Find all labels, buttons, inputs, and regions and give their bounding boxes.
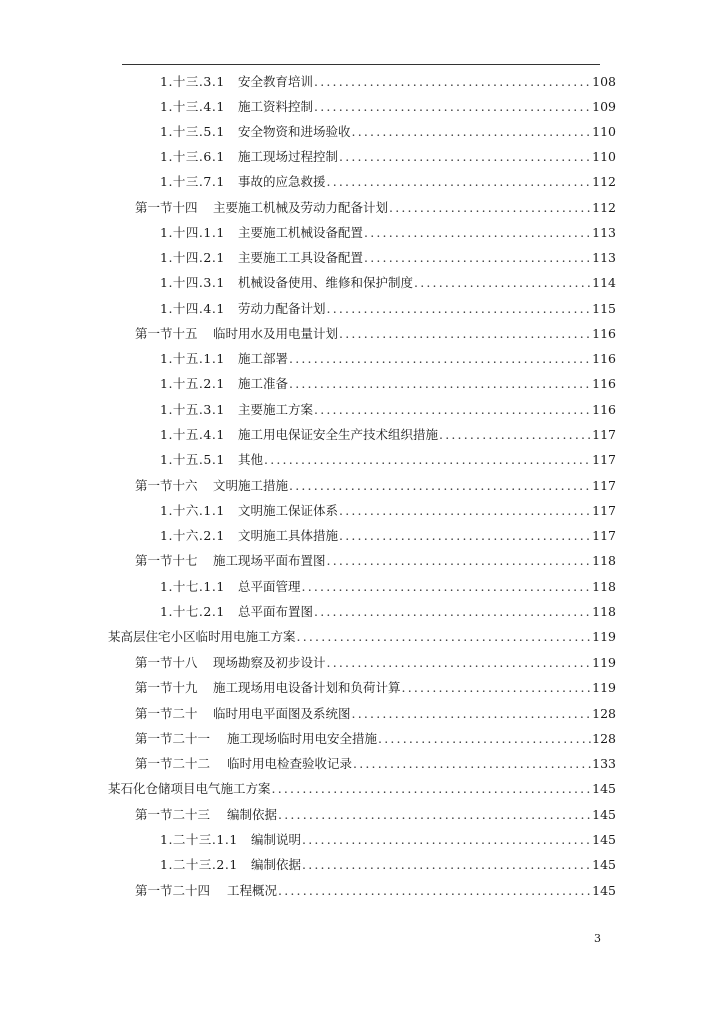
toc-entry[interactable] <box>135 704 616 724</box>
toc-entry[interactable] <box>160 577 616 597</box>
toc-entry-title: 劳动力配备计划 <box>238 301 326 316</box>
toc-entry-number: 1.十五.3.1 <box>160 402 225 417</box>
toc-entry-page: 117 <box>592 452 616 467</box>
toc-entry-title: 某高层住宅小区临时用电施工方案 <box>108 629 296 644</box>
toc-entry[interactable] <box>135 754 616 774</box>
toc-entry[interactable] <box>135 729 616 749</box>
toc-leader <box>327 172 592 192</box>
toc-entry[interactable] <box>160 122 616 142</box>
toc-leader <box>314 400 591 420</box>
toc-entry-page: 118 <box>592 579 616 594</box>
toc-entry-number: 1.十六.1.1 <box>160 503 225 518</box>
toc-entry-number: 1.十三.3.1 <box>160 74 225 89</box>
toc-entry-page: 115 <box>592 301 616 316</box>
toc-leader <box>327 299 592 319</box>
toc-entry-number: 1.十五.2.1 <box>160 376 225 391</box>
toc-entry[interactable] <box>160 273 616 293</box>
toc-entry[interactable] <box>160 172 616 192</box>
toc-entry-title: 编制说明 <box>251 832 302 847</box>
toc-entry-page: 109 <box>592 99 616 114</box>
toc-entry[interactable] <box>160 526 616 546</box>
toc-leader <box>289 374 591 394</box>
toc-leader <box>314 602 591 622</box>
toc-entry-number: 1.十五.4.1 <box>160 427 225 442</box>
toc-entry-page: 116 <box>592 376 616 391</box>
toc-entry[interactable] <box>135 678 616 698</box>
toc-entry-page: 145 <box>592 832 616 847</box>
toc-entry-title: 现场勘察及初步设计 <box>213 655 326 670</box>
toc-leader <box>327 653 592 673</box>
toc-entry-title: 施工资料控制 <box>238 99 314 114</box>
toc-entry-number: 1.十三.4.1 <box>160 99 225 114</box>
toc-leader <box>264 450 591 470</box>
toc-entry-page: 116 <box>592 351 616 366</box>
toc-entry-page: 112 <box>592 174 616 189</box>
toc-entry[interactable] <box>160 97 616 117</box>
toc-entry-title: 某石化仓储项目电气施工方案 <box>108 781 271 796</box>
toc-entry-title: 施工现场过程控制 <box>238 149 339 164</box>
toc-entry-title: 文明施工具体措施 <box>238 528 339 543</box>
toc-entry-page: 116 <box>592 402 616 417</box>
toc-entry-number: 1.十三.5.1 <box>160 124 225 139</box>
toc-entry-page: 112 <box>592 200 616 215</box>
toc-entry-title: 文明施工保证体系 <box>238 503 339 518</box>
toc-entry-page: 113 <box>592 225 616 240</box>
toc-entry-title: 施工用电保证安全生产技术组织措施 <box>238 427 439 442</box>
toc-entry-number: 1.十三.7.1 <box>160 174 225 189</box>
toc-entry[interactable] <box>135 805 616 825</box>
toc-entry[interactable] <box>135 653 616 673</box>
toc-leader <box>289 349 591 369</box>
toc-entry-title: 主要施工方案 <box>238 402 314 417</box>
toc-entry-title: 安全物资和进场验收 <box>238 124 351 139</box>
toc-entry[interactable] <box>108 779 616 799</box>
toc-leader <box>364 223 591 243</box>
toc-entry-title: 临时用电检查验收记录 <box>227 756 353 771</box>
toc-entry-page: 113 <box>592 250 616 265</box>
toc-entry[interactable] <box>160 830 616 850</box>
toc-entry[interactable] <box>160 72 616 92</box>
toc-entry-number: 1.十四.2.1 <box>160 250 225 265</box>
toc-entry-page: 108 <box>592 74 616 89</box>
toc-entry-page: 119 <box>592 629 616 644</box>
toc-entry-number: 第一节二十二 <box>135 756 211 771</box>
toc-leader <box>278 805 591 825</box>
toc-entry-page: 119 <box>592 680 616 695</box>
toc-entry-title: 主要施工机械设备配置 <box>238 225 364 240</box>
toc-entry-number: 第一节二十 <box>135 706 198 721</box>
toc-entry[interactable] <box>160 400 616 420</box>
toc-entry-number: 第一节二十四 <box>135 883 211 898</box>
toc-leader <box>314 97 591 117</box>
toc-entry-title: 施工准备 <box>238 376 289 391</box>
toc-entry-title: 总平面布置图 <box>238 604 314 619</box>
toc-leader <box>339 501 591 521</box>
toc-entry-title: 临时用电平面图及系统图 <box>213 706 351 721</box>
toc-entry-number: 1.二十三.1.1 <box>160 832 238 847</box>
toc-entry-title: 事故的应急救援 <box>238 174 326 189</box>
toc-entry-page: 114 <box>592 275 616 290</box>
toc-entry-number: 第一节十七 <box>135 553 198 568</box>
toc-entry-page: 117 <box>592 528 616 543</box>
toc-entry-page: 119 <box>592 655 616 670</box>
toc-entry-number: 1.十七.1.1 <box>160 579 225 594</box>
toc-leader <box>352 122 592 142</box>
toc-entry[interactable] <box>135 881 616 901</box>
toc-leader <box>272 779 592 799</box>
toc-leader <box>352 704 592 724</box>
toc-leader <box>278 881 591 901</box>
toc-entry-title: 机械设备使用、维修和保护制度 <box>238 275 414 290</box>
toc-entry-number: 1.十五.1.1 <box>160 351 225 366</box>
toc-entry-number: 第一节十六 <box>135 478 198 493</box>
toc-leader <box>414 273 591 293</box>
toc-leader <box>439 425 591 445</box>
toc-entry[interactable] <box>160 855 616 875</box>
toc-entry-title: 总平面管理 <box>238 579 301 594</box>
page-number: 3 <box>594 932 601 945</box>
toc-entry-page: 128 <box>592 731 616 746</box>
toc-entry-title: 其他 <box>238 452 264 467</box>
toc-entry-number: 1.十四.4.1 <box>160 301 225 316</box>
toc-entry-title: 编制依据 <box>251 857 302 872</box>
toc-entry-page: 118 <box>592 604 616 619</box>
toc-entry-title: 主要施工机械及劳动力配备计划 <box>213 200 389 215</box>
toc-leader <box>297 627 592 647</box>
toc-entry-number: 第一节十八 <box>135 655 198 670</box>
toc-entry[interactable] <box>135 476 616 496</box>
toc-entry-number: 第一节二十三 <box>135 807 211 822</box>
toc-entry-number: 1.十四.1.1 <box>160 225 225 240</box>
toc-entry[interactable] <box>160 248 616 268</box>
toc-entry-page: 116 <box>592 326 616 341</box>
header-rule <box>122 64 600 65</box>
toc-entry-page: 145 <box>592 807 616 822</box>
toc-entry[interactable] <box>160 425 616 445</box>
toc-entry-number: 1.十六.2.1 <box>160 528 225 543</box>
toc-leader <box>289 476 591 496</box>
toc-entry-title: 施工现场平面布置图 <box>213 553 326 568</box>
toc-entry-number: 第一节十九 <box>135 680 198 695</box>
toc-entry-page: 133 <box>592 756 616 771</box>
toc-entry-title: 施工部署 <box>238 351 289 366</box>
toc-leader <box>327 551 592 571</box>
toc-entry-page: 118 <box>592 553 616 568</box>
toc-entry[interactable] <box>160 374 616 394</box>
toc-entry-title: 工程概况 <box>227 883 278 898</box>
toc-entry-page: 145 <box>592 883 616 898</box>
toc-entry-number: 1.二十三.2.1 <box>160 857 238 872</box>
toc-leader <box>402 678 592 698</box>
toc-entry-number: 1.十四.3.1 <box>160 275 225 290</box>
toc-leader <box>339 324 591 344</box>
toc-leader <box>389 198 591 218</box>
toc-entry-number: 第一节十四 <box>135 200 198 215</box>
toc-leader <box>378 729 591 749</box>
toc-entry[interactable] <box>160 501 616 521</box>
toc-entry[interactable] <box>160 450 616 470</box>
toc-entry[interactable] <box>108 627 616 647</box>
toc-entry[interactable] <box>160 602 616 622</box>
toc-entry-page: 145 <box>592 857 616 872</box>
toc-leader <box>364 248 591 268</box>
toc-entry-title: 文明施工措施 <box>213 478 289 493</box>
toc-entry-number: 第一节二十一 <box>135 731 211 746</box>
toc-leader <box>302 577 592 597</box>
toc-leader <box>339 526 591 546</box>
toc-entry-page: 110 <box>592 124 616 139</box>
toc-leader <box>314 72 591 92</box>
toc-entry[interactable] <box>135 198 616 218</box>
toc-entry-page: 117 <box>592 478 616 493</box>
toc-leader <box>353 754 591 774</box>
toc-entry-title: 编制依据 <box>227 807 278 822</box>
toc-entry-title: 施工现场临时用电安全措施 <box>227 731 378 746</box>
toc-entry-page: 117 <box>592 427 616 442</box>
toc-entry[interactable] <box>135 324 616 344</box>
toc-leader <box>339 147 591 167</box>
toc-entry-title: 施工现场用电设备计划和负荷计算 <box>213 680 401 695</box>
toc-entry-title: 主要施工工具设备配置 <box>238 250 364 265</box>
toc-entry-page: 145 <box>592 781 616 796</box>
toc-entry-page: 117 <box>592 503 616 518</box>
toc-entry-number: 1.十七.2.1 <box>160 604 225 619</box>
toc-entry-title: 安全教育培训 <box>238 74 314 89</box>
toc-entry-page: 110 <box>592 149 616 164</box>
toc-leader <box>302 855 591 875</box>
toc-entry[interactable] <box>160 223 616 243</box>
toc-entry-number: 1.十五.5.1 <box>160 452 225 467</box>
toc-entry[interactable] <box>160 349 616 369</box>
toc-entry-number: 第一节十五 <box>135 326 198 341</box>
toc-entry-number: 1.十三.6.1 <box>160 149 225 164</box>
toc-leader <box>302 830 591 850</box>
toc-entry[interactable] <box>160 147 616 167</box>
toc-entry-title: 临时用水及用电量计划 <box>213 326 339 341</box>
toc-entry[interactable] <box>160 299 616 319</box>
toc-entry[interactable] <box>135 551 616 571</box>
toc-entry-page: 128 <box>592 706 616 721</box>
